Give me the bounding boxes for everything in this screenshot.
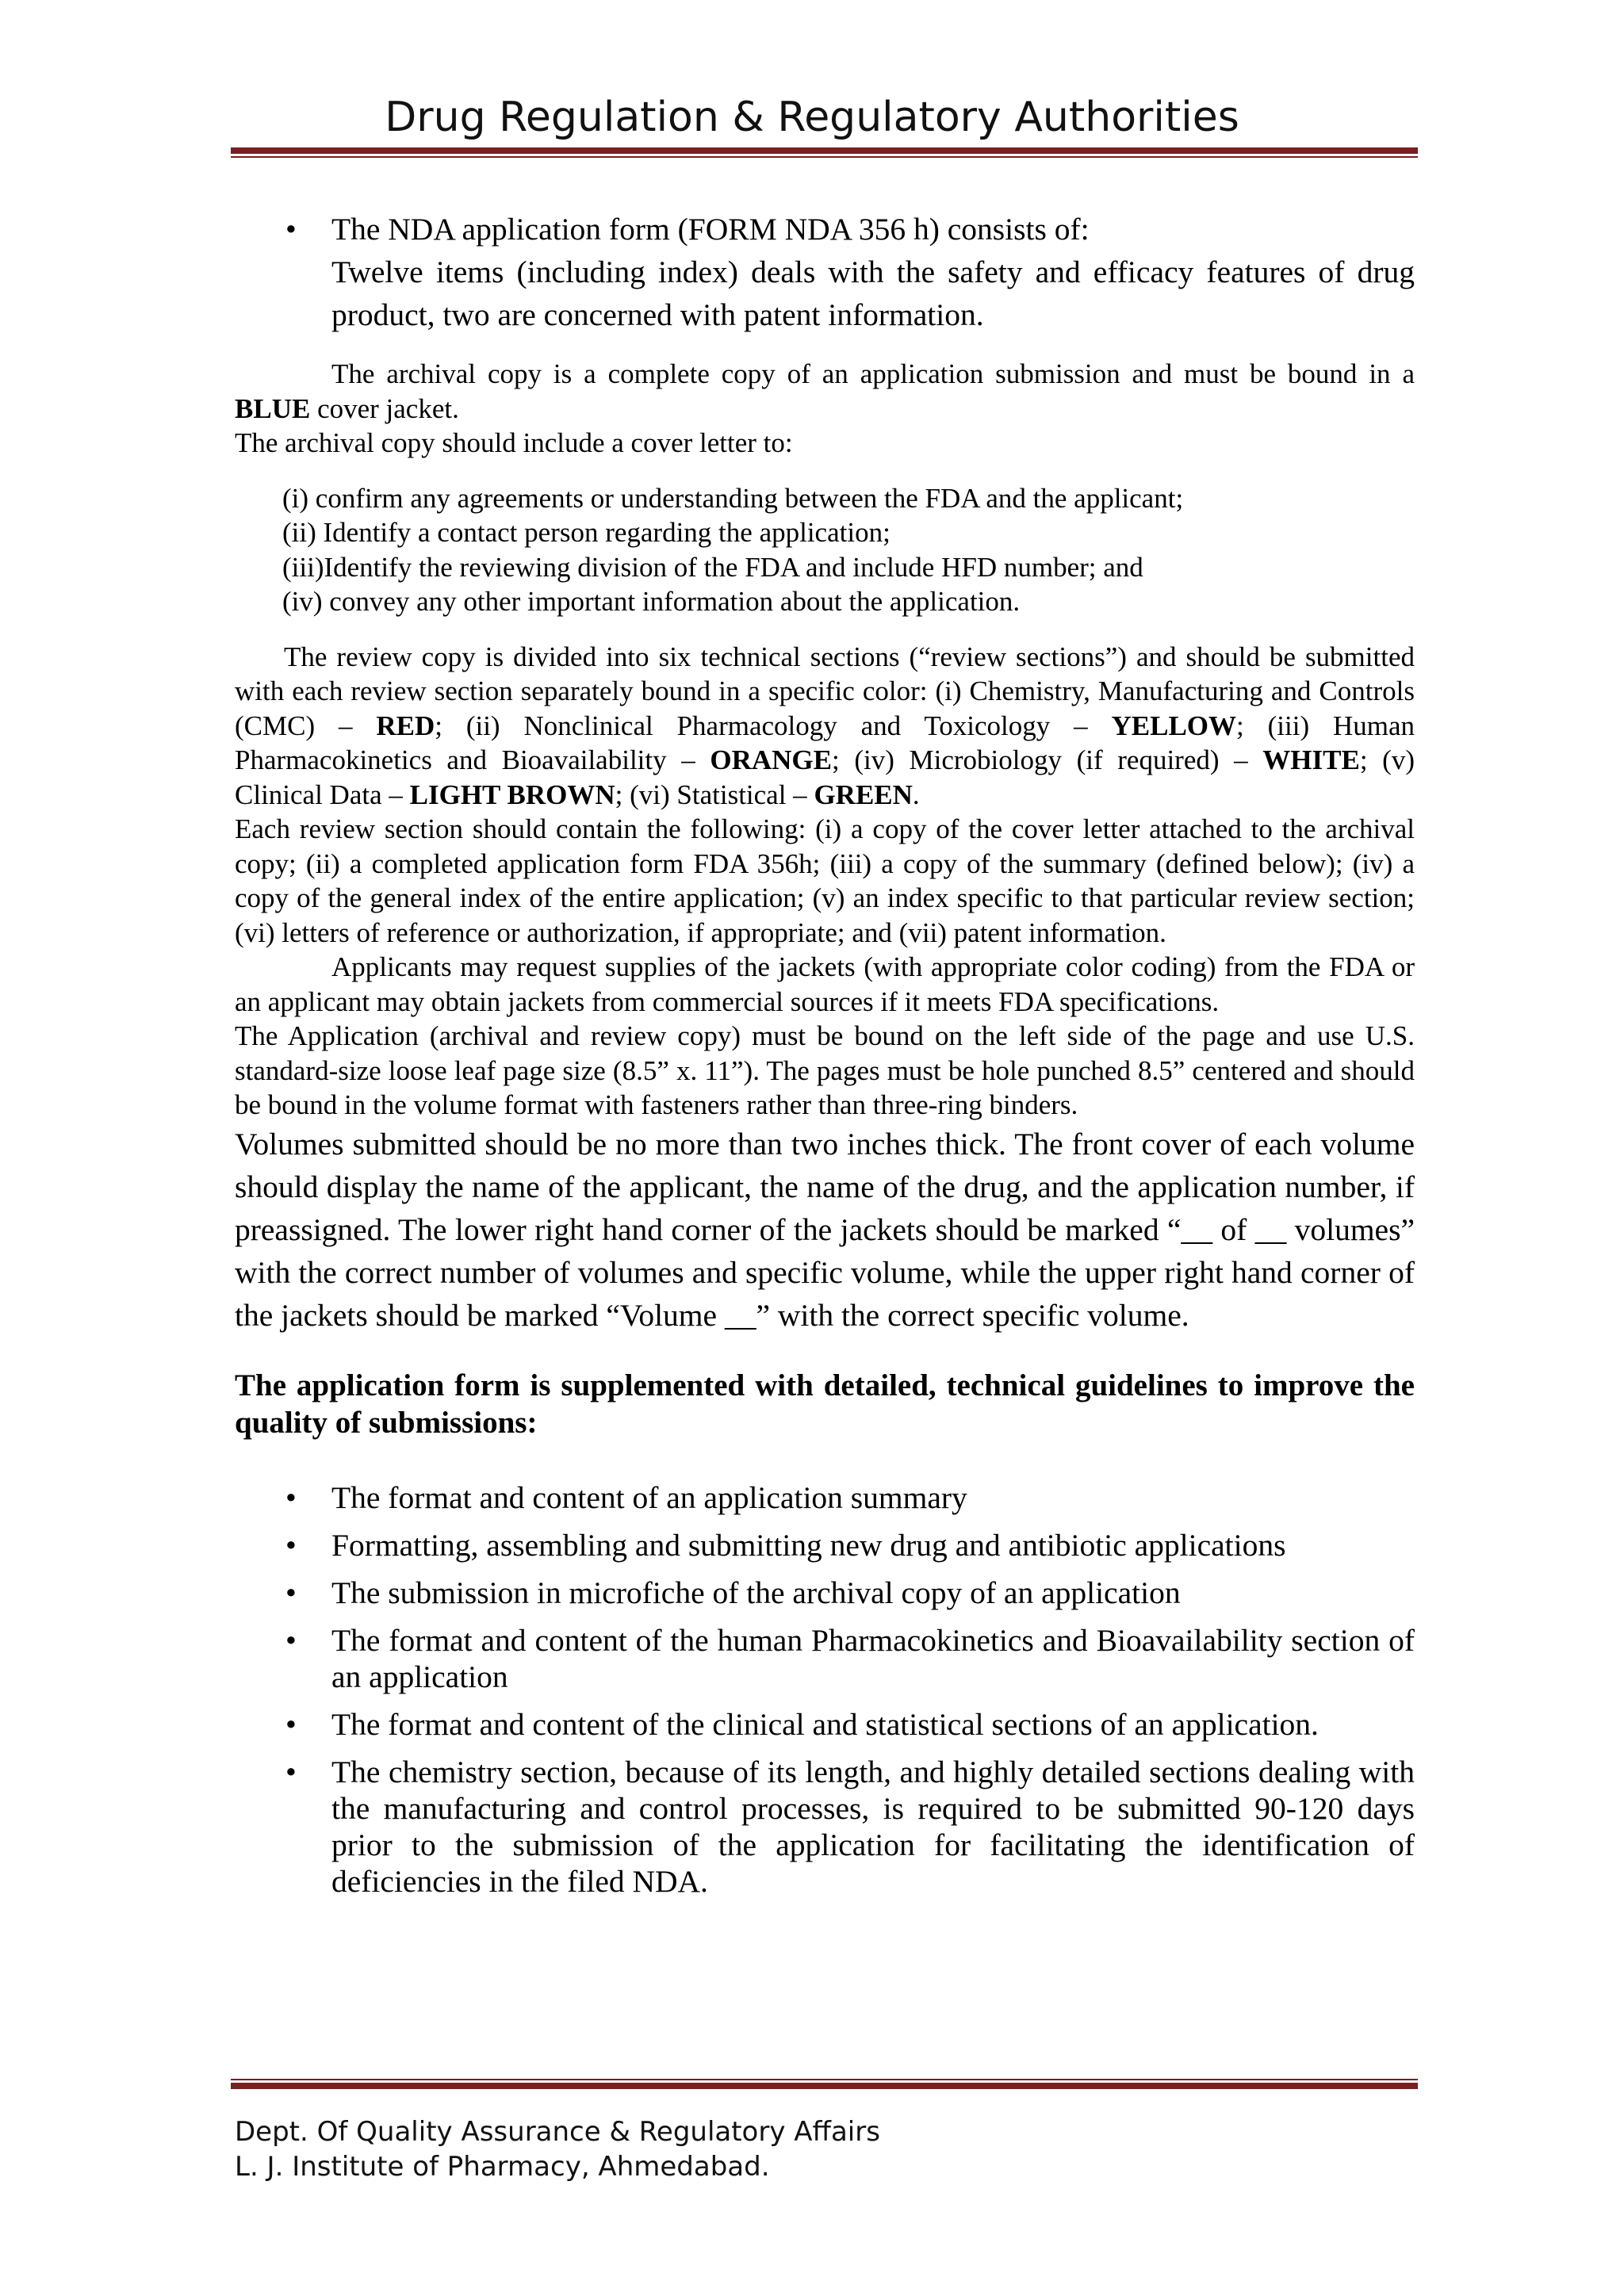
list-item: (iv) convey any other important information about the application. <box>282 586 1021 617</box>
bullet-icon: • <box>285 1706 297 1742</box>
header-rule <box>231 147 1418 158</box>
intro-bullet-line2: Twelve items (including index) deals with the safety and efficacy features of drug product, two are concerned with patent information. <box>331 254 1415 332</box>
bullet-icon: • <box>285 212 297 247</box>
list-item: (iii)Identify the reviewing division of the FDA and include HFD number; and <box>282 551 1143 583</box>
archival-cover-letter-intro: The archival copy should include a cover letter to: <box>235 427 793 458</box>
intro-bullet <box>235 208 1415 336</box>
page-body <box>235 208 1415 1911</box>
bullet-icon: • <box>285 1575 297 1610</box>
review-copy-paragraph: The review copy is divided into six technical sections (“review sections”) and should be submitted with each review section separately bound in a specific color: (i) Chemistry, Manufacturing and Controls (CMC) – RED; (ii) Nonclinical Pharmacology and Toxicology – YELLOW; (iii) Human Pharmacokinetics and Bioavailability – ORANGE; (iv) Microbiology (if required) – WHITE; (v) Clinical Data – LIGHT BROWN; (vi) Statistical – GREEN. <box>235 641 1415 810</box>
footer-department: Dept. Of Quality Assurance & Regulatory Affairs <box>235 2116 880 2148</box>
bullet-icon: • <box>285 1754 297 1789</box>
list-item: • Formatting, assembling and submitting new drug and antibiotic applications <box>285 1527 1286 1563</box>
binding-paragraph: The Application (archival and review copy) must be bound on the left side of the page and use U.S. standard-size loose leaf page size (8.5” x. 11”). The pages must be hole punched 8.5” centered and should be bound in the volume format with fasteners rather than three-ring binders. <box>235 1020 1415 1120</box>
intro-bullet-line1: The NDA application form (FORM NDA 356 h) consists of: <box>331 212 1090 247</box>
running-header-title: Drug Regulation & Regulatory Authorities <box>385 94 1239 141</box>
archival-items-list <box>235 481 1415 619</box>
bullet-icon: • <box>285 1527 297 1563</box>
archival-paragraph: The archival copy is a complete copy of an application submission and must be bound in a BLUE cover jacket. <box>235 358 1415 424</box>
guidelines-heading: The application form is supplemented with detailed, technical guidelines to improve the quality of submissions: <box>235 1368 1415 1440</box>
each-section-paragraph: Each review section should contain the following: (i) a copy of the cover letter attached to the archival copy; (ii) a completed application form FDA 356h; (iii) a copy of the summary (defined below); (iv) a copy of the general index of the entire application; (v) an index specific to that particular review section; (vi) letters of reference or authorization, if appropriate; and (vii) patent information. <box>235 813 1415 948</box>
list-item: • The format and content of the human Pharmacokinetics and Bioavailability section of an application <box>285 1622 1415 1694</box>
guidelines-list <box>235 1479 1415 1900</box>
list-item: (ii) Identify a contact person regarding the application; <box>282 517 891 548</box>
list-item: • The chemistry section, because of its length, and highly detailed sections dealing with the manufacturing and control processes, is required to be submitted 90-120 days prior to the submission of the application for facilitating the identification of deficiencies in the filed NDA. <box>285 1754 1415 1899</box>
page-footer <box>235 2114 880 2184</box>
list-item: • The format and content of the clinical and statistical sections of an application. <box>285 1706 1319 1742</box>
list-item: (i) confirm any agreements or understanding between the FDA and the applicant; <box>282 482 1184 514</box>
blue-keyword: BLUE <box>235 392 311 424</box>
list-item: • The format and content of an application summary <box>285 1479 967 1515</box>
bullet-icon: • <box>285 1622 297 1658</box>
footer-rule <box>231 2079 1418 2089</box>
volumes-paragraph: Volumes submitted should be no more than two inches thick. The front cover of each volume should display the name of the applicant, the name of the drug, and the application number, if preassigned. The lower right hand corner of the jackets should be marked “__ of __ volumes” with the correct number of volumes and specific volume, while the upper right hand corner of the jackets should be marked “Volume __” with the correct specific volume. <box>235 1126 1415 1333</box>
list-item: • The submission in microfiche of the archival copy of an application <box>285 1575 1181 1610</box>
jackets-paragraph: Applicants may request supplies of the jackets (with appropriate color coding) from the FDA or an applicant may obtain jackets from commercial sources if it meets FDA specifications. <box>235 951 1415 1017</box>
footer-institute: L. J. Institute of Pharmacy, Ahmedabad. <box>235 2151 770 2183</box>
bullet-icon: • <box>285 1479 297 1515</box>
